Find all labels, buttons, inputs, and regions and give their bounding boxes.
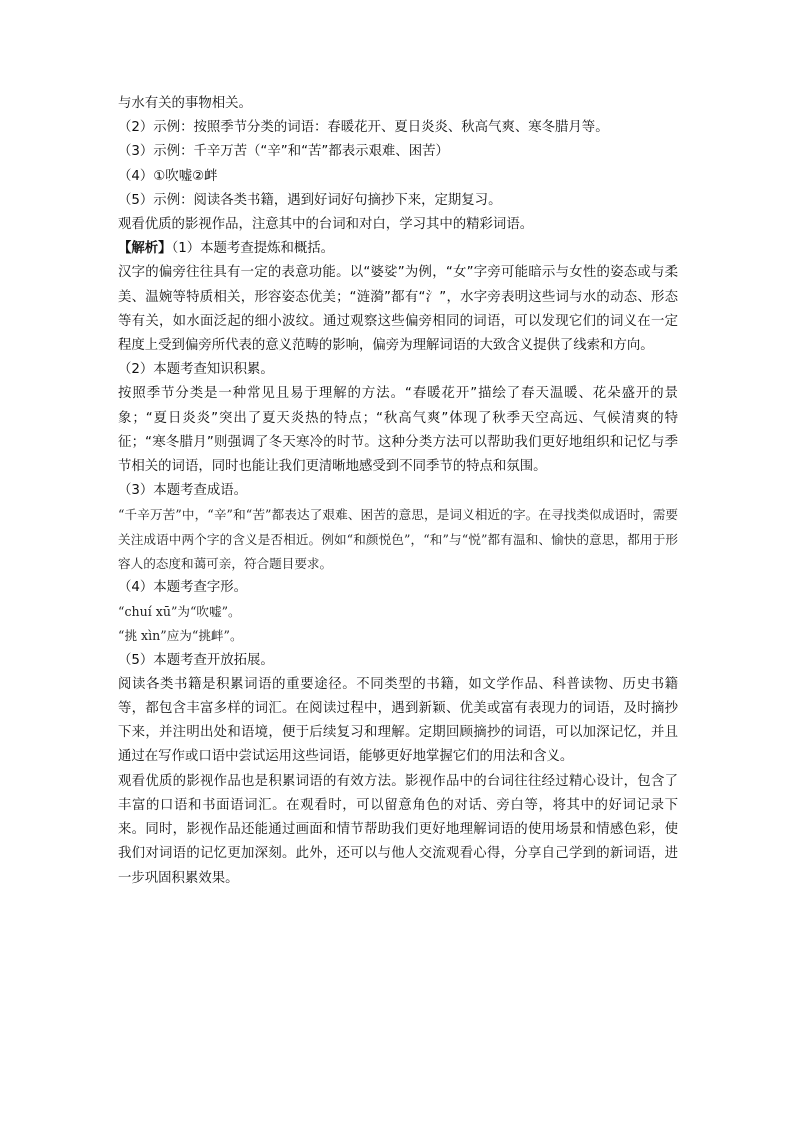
analysis-part-5-body-1: 阅读各类书籍是积累词语的重要途径。不同类型的书籍，如文学作品、科普读物、历史书籍等，都包含丰富多样的词汇。在阅读过程中，遇到新颖、优美或富有表现力的词语，及时摘抄下来，并注明出处和语境，便于后续复习和理解。定期回顾摘抄的词语，可以加深记忆，并且通过在写作或口语中尝试运用这些词语，能够更好地掌握它们的用法和含义。 bbox=[118, 676, 678, 765]
analysis-part-5-heading: （5）本题考查开放拓展。 bbox=[118, 652, 274, 668]
answer-2: （2）示例：按照季节分类的词语：春暖花开、夏日炎炎、秋高气爽、寒冬腊月等。 bbox=[118, 120, 609, 136]
analysis-part-4-heading: （4）本题考查字形。 bbox=[118, 580, 248, 596]
analysis-part-2-heading: （2）本题考查知识积累。 bbox=[118, 362, 274, 378]
analysis-part-3-body: “千辛万苦”中，“辛”和“苦”都表达了艰难、困苦的意思，是词义相近的字。在寻找类似成语时，需要关注成语中两个字的含义是否相近。例如“和颜悦色”，“和”与“悦”都有温和、愉快的意思，都用于形容人的态度和蔼可亲，符合题目要求。 bbox=[118, 507, 678, 571]
analysis-part-3-heading: （3）本题考查成语。 bbox=[118, 483, 248, 499]
analysis-heading bbox=[118, 237, 678, 261]
analysis-part-1-heading: （1）本题考查提炼和概括。 bbox=[171, 241, 335, 257]
answer-1-tail: 与水有关的事物相关。 bbox=[118, 96, 252, 111]
document-page bbox=[118, 92, 678, 891]
analysis-part-5-body-2: 观看优质的影视作品也是积累词语的有效方法。影视作品中的台词往往经过精心设计，包含了丰富的口语和书面语词汇。在观看时，可以留意角色的对话、旁白等，将其中的好词记录下来。同时，影视作品还能通过画面和情节帮助我们更好地理解词语的使用场景和情感色彩，使我们对词语的记忆更加深刻。此外，还可以与他人交流观看心得，分享自己学到的新词语，进一步巩固积累效果。 bbox=[118, 773, 678, 886]
analysis-label: 【解析】 bbox=[118, 241, 172, 257]
analysis-part-1-body: 汉字的偏旁往往具有一定的表意功能。以“婆娑”为例，“女”字旁可能暗示与女性的姿态或与柔美、温婉等特质相关，形容姿态优美；“涟漪”都有“氵”，水字旁表明这些词与水的动态、形态等有关，如水面泛起的细小波纹。通过观察这些偏旁相同的词语，可以发现它们的词义在一定程度上受到偏旁所代表的意义范畴的影响，偏旁为理解词语的大致含义提供了线索和方向。 bbox=[118, 265, 678, 354]
analysis-part-2-body: 按照季节分类是一种常见且易于理解的方法。“春暖花开”描绘了春天温暖、花朵盛开的景象；“夏日炎炎”突出了夏天炎热的特点；“秋高气爽”体现了秋季天空高远、气候清爽的特征；“寒冬腊月”则强调了冬天寒冷的时节。这种分类方法可以帮助我们更好地组织和记忆与季节相关的词语，同时也能让我们更清晰地感受到不同季节的特点和氛围。 bbox=[118, 386, 678, 475]
answer-5-continued: 观看优质的影视作品，注意其中的台词和对白，学习其中的精彩词语。 bbox=[118, 217, 534, 233]
analysis-part-4-line-2: “挑 xìn”应为“挑衅”。 bbox=[118, 628, 243, 644]
analysis-part-4-line-1: “chuí xū”为“吹嘘”。 bbox=[118, 604, 241, 620]
answer-3: （3）示例：千辛万苦（“辛”和“苦”都表示艰难、困苦） bbox=[118, 144, 449, 160]
answer-4: （4）①吹嘘②衅 bbox=[118, 168, 218, 184]
answer-5: （5）示例：阅读各类书籍，遇到好词好句摘抄下来，定期复习。 bbox=[118, 192, 502, 208]
